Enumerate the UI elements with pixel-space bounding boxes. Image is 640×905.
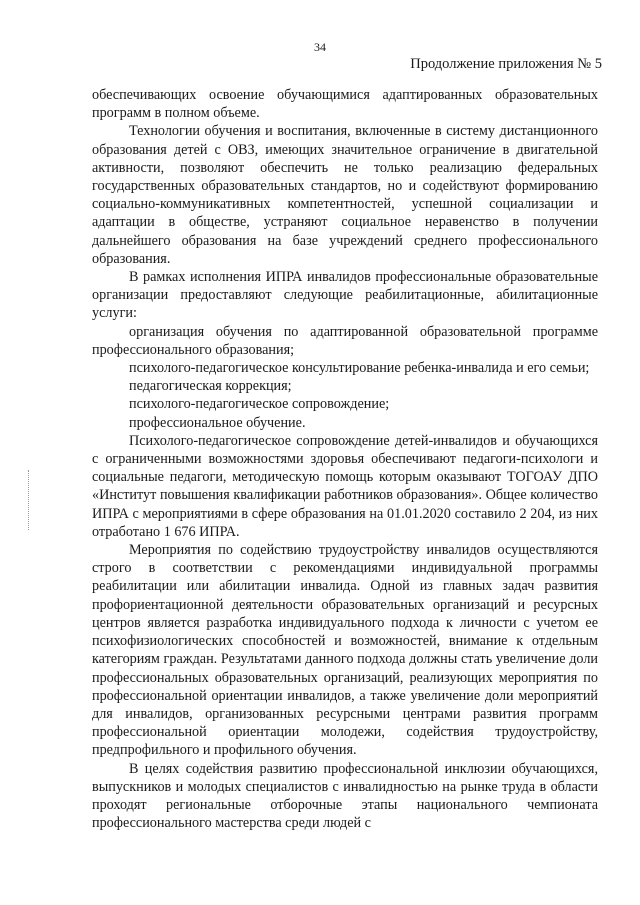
- appendix-header: Продолжение приложения № 5: [410, 56, 602, 72]
- paragraph-employment: Мероприятия по содействию трудоустройству инвалидов осуществляются строго в соответствии с рекомендациями индивидуальной программы реабилитации или абилитации инвалида. Одной из главных задач развития профориентационной деятельности образовательных организаций и ресурсных центров является разработка индивидуального подхода к личности с учетом ее психофизиологических способностей и возможностей, внимание к отдельным категориям граждан. Результатами данного подхода должны стать увеличение доли профессиональных образовательных организаций, реализующих мероприятия по профессиональной ориентации инвалидов, а также увеличение доли мероприятий для инвалидов, организованных ресурсными центрами развития программ профессиональной ориентации молодежи, содействия трудоустройству, предпрофильного и профильного обучения.: [92, 542, 598, 759]
- list-item: педагогическая коррекция;: [129, 378, 292, 395]
- paragraph-psych-support: Психолого-педагогическое сопровождение детей-инвалидов и обучающихся с ограниченными возможностями здоровья обеспечивают педагоги-психологи и социальные педагоги, методическую помощь которым оказывают ТОГОАУ ДПО «Институт повышения квалификации работников образования». Общее количество ИПРА с мероприятиями в сфере образования на 01.01.2020 составило 2 204, из них отработано 1 676 ИПРА.: [92, 432, 598, 540]
- list-item: организация обучения по адаптированной образовательной программе профессионального образования;: [92, 323, 598, 358]
- margin-mark: [28, 470, 35, 530]
- paragraph-continuation: обеспечивающих освоение обучающимися адаптированных образовательных программ в полном объеме.: [92, 87, 598, 122]
- list-item: психолого-педагогическое сопровождение;: [129, 396, 390, 413]
- list-item: психолого-педагогическое консультирование ребенка-инвалида и его семьи;: [129, 360, 590, 377]
- list-item: профессиональное обучение.: [129, 414, 306, 431]
- paragraph-ipra-services: В рамках исполнения ИПРА инвалидов профессиональные образовательные организации предоставляют следующие реабилитационные, абилитационные услуги:: [92, 269, 598, 322]
- paragraph-inclusion: В целях содействия развитию профессиональной инклюзии обучающихся, выпускников и молодых специалистов с инвалидностью на рынке труда в области проходят региональные отборочные этапы национального чемпионата профессионального мастерства среди людей с: [92, 760, 598, 832]
- page-number: 34: [314, 40, 326, 54]
- document-body: [92, 86, 598, 832]
- paragraph-technologies: Технологии обучения и воспитания, включенные в систему дистанционного образования детей с ОВЗ, имеющих значительное ограничение в двигательной активности, позволяют обеспечить не только реализацию федеральных государственных образовательных стандартов, но и содействуют формированию социально-коммуникативных компетентностей, успешной социализации и адаптации в обществе, устраняют социальное неравенство в получении дальнейшего образования на базе учреждений среднего профессионального образования.: [92, 123, 598, 267]
